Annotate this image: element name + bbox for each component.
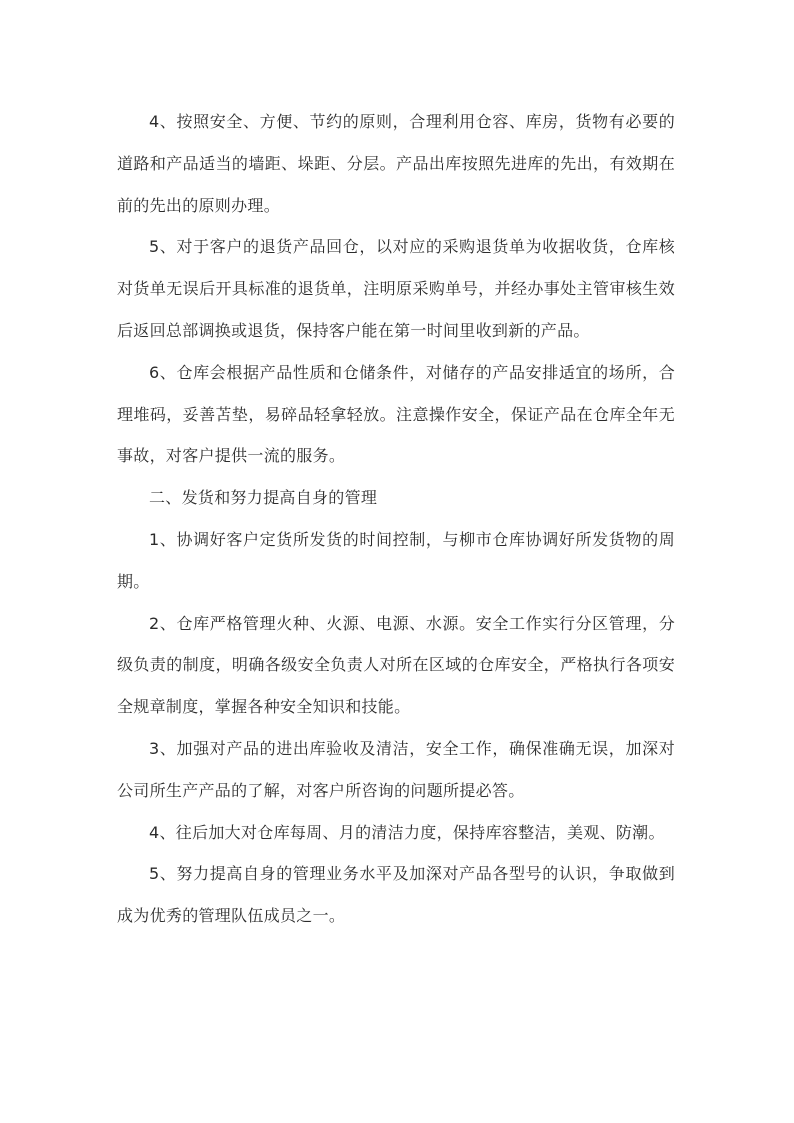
paragraph-item-4-storage-principles: 4、按照安全、方便、节约的原则，合理利用仓容、库房，货物有必要的道路和产品适当的墙距、垛距、分层。产品出库按照先进库的先出，有效期在前的先出的原则办理。: [117, 112, 675, 215]
paragraph-item-5-returns: 5、对于客户的退货产品回仓，以对应的采购退货单为收据收货，仓库核对货单无误后开具标准的退货单，注明原采购单号，并经办事处主管审核生效后返回总部调换或退货，保持客户能在第一时间里收到新的产品。: [117, 237, 675, 340]
paragraph-item-5-self-improvement: 5、努力提高自身的管理业务水平及加深对产品各型号的认识，争取做到成为优秀的管理队伍成员之一。: [117, 864, 675, 926]
paragraph-item-2-fire-safety: 2、仓库严格管理火种、火源、电源、水源。安全工作实行分区管理，分级负责的制度，明确各级安全负责人对所在区域的仓库安全，严格执行各项安全规章制度，掌握各种安全知识和技能。: [117, 613, 675, 717]
paragraph-item-3-inspection: 3、加强对产品的进出库验收及清洁，安全工作，确保准确无误，加深对公司所生产产品的了解，对客户所咨询的问题所提必答。: [117, 738, 675, 800]
document-body: [117, 101, 675, 937]
section-heading-shipping-management: 二、发货和努力提高自身的管理: [149, 488, 378, 508]
paragraph-item-4-cleaning: 4、往后加大对仓库每周、月的清洁力度，保持库容整洁，美观、防潮。: [149, 822, 665, 842]
paragraph-item-6-storage-safety: 6、仓库会根据产品性质和仓储条件，对储存的产品安排适宜的场所，合理堆码，妥善苫垫，易碎品轻拿轻放。注意操作安全，保证产品在仓库全年无事故，对客户提供一流的服务。: [117, 362, 675, 466]
paragraph-item-1-coordination: 1、协调好客户定货所发货的时间控制，与柳市仓库协调好所发货物的周期。: [117, 529, 675, 591]
